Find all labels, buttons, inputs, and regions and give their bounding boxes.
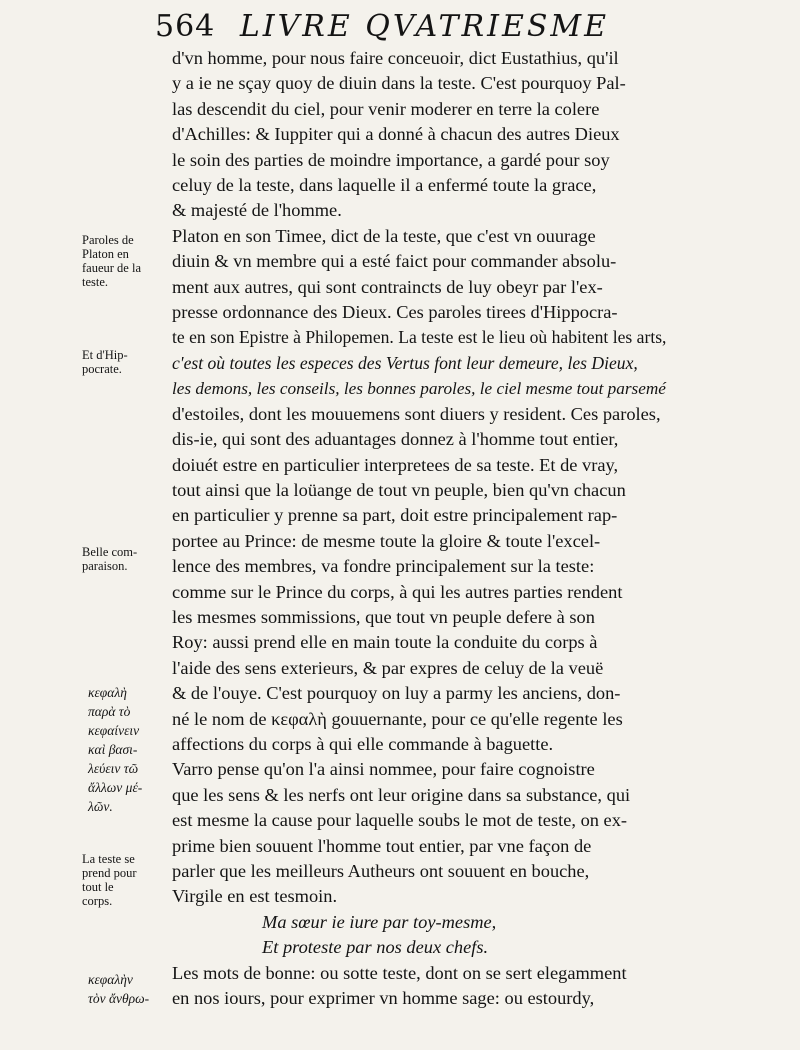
margin-note-line: prend pour	[82, 866, 137, 880]
margin-note-line: Platon en	[82, 247, 129, 261]
text-line: prime bien souuent l'homme tout entier, par vne façon de	[172, 835, 592, 856]
text-line: c'est où toutes les especes des Vertus font leur demeure, les Dieux,	[172, 352, 638, 373]
margin-note-line: λῶν.	[88, 799, 113, 814]
text-line: diuin & vn membre qui a esté faict pour commander absolu-	[172, 251, 617, 272]
page-number: 564	[155, 9, 216, 44]
text-line: est mesme la cause pour laquelle soubs le mot de teste, on ex-	[172, 810, 628, 831]
text-line: d'estoiles, dont les mouuemens sont diuers y resident. Ces paroles,	[172, 403, 661, 424]
margin-note-greek-bottom	[88, 970, 183, 1008]
margin-note-line: καὶ βασι-	[88, 742, 138, 757]
margin-note-line: παρὰ τὸ	[88, 704, 131, 719]
text-line: les demons, les conseils, les bonnes paroles, le ciel mesme tout parsemé	[172, 379, 666, 399]
text-line: le soin des parties de moindre importance, a gardé pour soy	[172, 149, 610, 170]
text-line: que les sens & les nerfs ont leur origine dans sa substance, qui	[172, 784, 631, 805]
text-line: presse ordonnance des Dieux. Ces paroles tirees d'Hippocra-	[172, 302, 618, 323]
text-line: d'vn homme, pour nous faire conceuoir, dict Eustathius, qu'il	[172, 48, 619, 68]
text-line: l'aide des sens exterieurs, & par expres de celuy de la veuë	[172, 657, 604, 678]
text-line: y a ie ne sçay quoy de diuin dans la teste. C'est pourquoy Pal-	[172, 73, 626, 94]
text-line: las descendit du ciel, pour venir moderer en terre la colere	[172, 98, 600, 119]
text-line: te en son Epistre à Philopemen. La teste est le lieu où habitent les arts,	[172, 327, 667, 348]
body-text	[172, 46, 735, 1011]
text-line: Roy: aussi prend elle en main toute la conduite du corps à	[172, 632, 598, 653]
margin-note-teste-corps	[82, 852, 177, 908]
text-line: Varro pense qu'on l'a ainsi nommee, pour faire cognoistre	[172, 759, 595, 780]
margin-note-line: La teste se	[82, 852, 135, 866]
margin-note-line: pocrate.	[82, 362, 122, 376]
margin-note-line: τὸν ἄνθρω-	[88, 991, 150, 1006]
text-line: en nos iours, pour exprimer vn homme sage: ou estourdy,	[172, 988, 595, 1009]
margin-note-hippocrate	[82, 348, 177, 376]
margin-note-line: κεφαίνειν	[88, 723, 140, 738]
margin-note-greek	[88, 683, 183, 816]
text-line: & de l'ouye. C'est pourquoy on luy a parmy les anciens, don-	[172, 683, 621, 704]
text-line: comme sur le Prince du corps, à qui les autres parties rendent	[172, 581, 623, 602]
text-line: parler que les meilleurs Autheurs ont souuent en bouche,	[172, 861, 590, 881]
margin-note-line: λεύειν τῶ	[88, 761, 139, 776]
margin-note-line: faueur de la	[82, 261, 141, 275]
text-line: tout ainsi que la loüange de tout vn peuple, bien qu'vn chacun	[172, 479, 626, 500]
margin-note-line: κεφαλὴ	[88, 685, 127, 700]
margin-note-line: Belle com-	[82, 545, 138, 559]
margin-note-line: tout le	[82, 880, 114, 894]
text-line: doiuét estre en particulier interpretees de sa teste. Et de vray,	[172, 454, 619, 475]
verse-line: Ma sœur ie iure par toy-mesme,	[262, 911, 497, 932]
text-line: affections du corps à qui elle commande à baguette.	[172, 733, 554, 754]
margin-note-line: teste.	[82, 275, 109, 289]
text-line: dis-ie, qui sont des aduantages donnez à l'homme tout entier,	[172, 429, 619, 450]
text-line: & majesté de l'homme.	[172, 200, 342, 221]
verse-line: Et proteste par nos deux chefs.	[262, 937, 489, 958]
text-line: Les mots de bonne: ou sotte teste, dont on se sert elegamment	[172, 962, 627, 983]
margin-note-line: paraison.	[82, 559, 128, 573]
margin-note-line: corps.	[82, 894, 113, 908]
text-line: ment aux autres, qui sont contraincts de luy obeyr par l'ex-	[172, 276, 603, 297]
text-line: en particulier y prenne sa part, doit estre principalement rap-	[172, 505, 618, 526]
running-title: LIVRE QVATRIESME	[239, 9, 610, 44]
margin-note-paroles	[82, 233, 177, 289]
text-line: lence des membres, va fondre principalement sur la teste:	[172, 556, 595, 577]
text-line: portee au Prince: de mesme toute la gloire & toute l'excel-	[172, 530, 601, 551]
text-line: les mesmes sommissions, que tout vn peuple defere à son	[172, 606, 595, 627]
margin-note-line: ἄλλων μέ-	[88, 780, 143, 795]
margin-note-line: Et d'Hip-	[82, 348, 128, 362]
text-line: né le nom de κεφαλὴ gouuernante, pour ce qu'elle regente les	[172, 708, 623, 729]
text-line: d'Achilles: & Iuppiter qui a donné à chacun des autres Dieux	[172, 124, 620, 145]
margin-note-line: Paroles de	[82, 233, 134, 247]
margin-note-comparaison	[82, 545, 177, 573]
text-line: Platon en son Timee, dict de la teste, que c'est vn ouurage	[172, 225, 596, 246]
margin-note-line: κεφαλὴν	[88, 972, 133, 987]
text-line: celuy de la teste, dans laquelle il a enfermé toute la grace,	[172, 175, 597, 196]
running-header	[155, 10, 795, 44]
text-line: Virgile en est tesmoin.	[172, 886, 338, 907]
